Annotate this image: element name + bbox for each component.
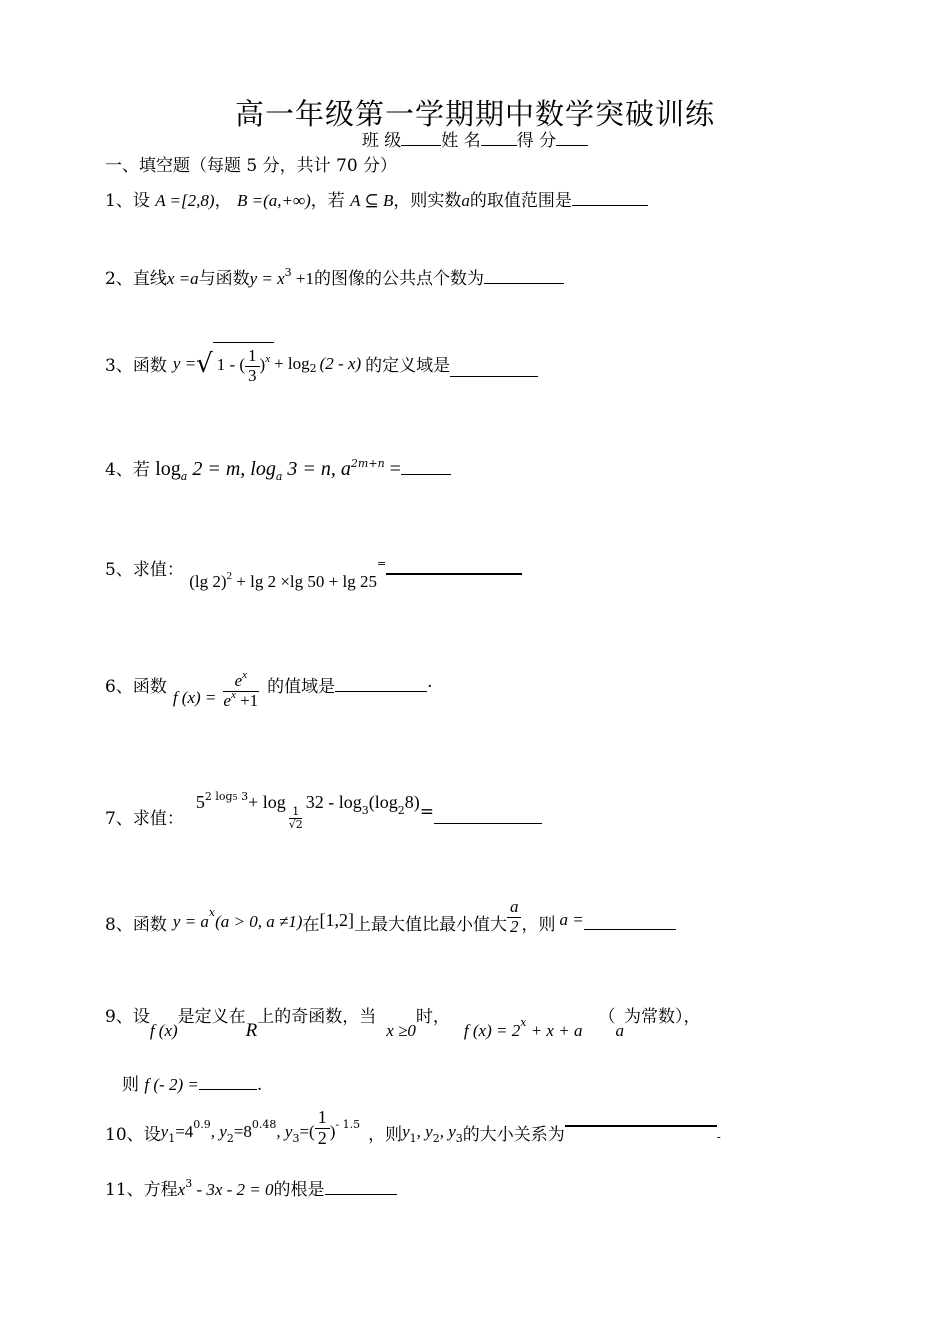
fraction-numerator: 1: [245, 347, 260, 367]
subscript: 1: [409, 1132, 417, 1145]
math-expression: f (x) =: [172, 688, 217, 707]
math-expression: x =a: [166, 269, 199, 288]
subscript: 2: [432, 1132, 440, 1145]
math-expression: =4: [175, 1122, 194, 1141]
fraction-numerator: 1: [315, 1108, 330, 1129]
math-variable: a: [615, 1021, 624, 1040]
fraction-denominator: √2: [288, 818, 303, 832]
question-number: 5、求值：: [105, 560, 184, 580]
question-9: [105, 1002, 701, 1041]
exponent: [205, 790, 248, 803]
math-expression: (lg 2): [189, 572, 227, 591]
fraction-numerator: 1: [289, 806, 302, 819]
math-expression: log: [155, 458, 181, 480]
math-expression: [1,2]: [319, 910, 354, 930]
exponent: - 1.5: [335, 1118, 361, 1131]
class-label: 班 级: [361, 131, 402, 151]
score-blank[interactable]: [556, 144, 588, 146]
math-expression: + log: [248, 792, 286, 812]
math-expression: f (x): [149, 1021, 178, 1040]
question-text: ，则实数: [393, 191, 462, 211]
subscript: 2: [226, 1132, 234, 1145]
math-variable: y: [160, 1122, 169, 1141]
log-base: 2: [309, 362, 317, 376]
question-10: [105, 1108, 721, 1149]
math-variable: , y: [276, 1122, 293, 1141]
fraction: [220, 669, 261, 710]
fraction-numerator: [223, 669, 259, 692]
math-variable: a: [461, 191, 470, 210]
punctuation: （: [598, 1007, 616, 1027]
question-number: 10、设: [105, 1125, 161, 1145]
question-number: 8、函数: [105, 915, 167, 935]
answer-blank[interactable]: [434, 822, 542, 824]
question-number: 3、函数: [105, 356, 167, 377]
fraction-denominator: 3: [248, 365, 257, 385]
question-text: 的根是: [273, 1180, 325, 1200]
punctuation: -: [716, 1130, 721, 1144]
math-expression: + log: [274, 353, 310, 373]
fraction-denominator: 2: [317, 1127, 327, 1148]
question-8: [105, 897, 676, 936]
question-3: [105, 342, 538, 385]
question-5: [105, 555, 522, 591]
question-1: [105, 186, 648, 211]
answer-blank[interactable]: [584, 928, 676, 930]
math-expression: 32 - log: [305, 792, 362, 812]
exponent: x: [265, 353, 271, 366]
math-expression: ): [329, 1122, 336, 1141]
math-variable: , y: [416, 1122, 433, 1141]
question-text: 的值域是: [267, 677, 336, 697]
question-text: 的大小关系为: [462, 1125, 565, 1145]
exponent: x: [242, 669, 247, 681]
score-label: 得 分: [516, 131, 557, 151]
math-expression: 3 = n, a: [282, 458, 351, 480]
math-expression: (a > 0, a ≠1): [215, 912, 303, 931]
fraction-denominator: 2: [509, 916, 519, 936]
name-label: 姓 名: [441, 131, 481, 151]
question-text: 的定义域是: [365, 356, 451, 377]
math-expression: e: [223, 690, 231, 710]
question-4: [105, 455, 451, 481]
answer-blank[interactable]: [199, 1088, 257, 1090]
fraction-denominator: [220, 688, 261, 711]
exponent: x: [230, 688, 236, 701]
question-text: ，则: [521, 915, 556, 935]
punctuation: .: [256, 1075, 263, 1095]
math-expression: + lg 2 ×lg 50 + lg 25: [232, 572, 377, 591]
question-number: 6、函数: [105, 677, 167, 697]
exponent: 3: [284, 266, 292, 279]
math-expression: 2 = m, log: [187, 458, 276, 480]
page-title: 高一年级第一学期期中数学突破训练: [234, 97, 715, 131]
math-expression: 1 - (: [216, 355, 246, 375]
question-text: 上的奇函数，当: [257, 1007, 377, 1027]
exponent: 3: [185, 1177, 193, 1190]
exponent: 2m+n: [350, 457, 385, 470]
math-expression: y =: [172, 353, 197, 373]
exponent-text: 3: [237, 790, 249, 803]
question-text: 与函数: [198, 269, 250, 289]
subscript: 1: [168, 1132, 176, 1145]
question-number: 9、设: [105, 1007, 150, 1027]
question-number: 11、方程: [105, 1180, 178, 1200]
math-expression: e: [234, 671, 243, 690]
math-variable: y: [402, 1122, 410, 1141]
question-text: 为常数），: [623, 1007, 701, 1027]
math-expression: [189, 572, 377, 591]
math-expression: 5: [195, 792, 205, 812]
math-expression: (2 - x): [319, 353, 362, 373]
sqrt-radicand: [213, 342, 274, 385]
math-expression: +1: [291, 269, 315, 288]
question-text: 则: [122, 1075, 139, 1095]
exponent: x: [208, 906, 216, 919]
math-variable: , y: [210, 1122, 227, 1141]
math-expression: =8: [233, 1122, 252, 1141]
class-blank[interactable]: [401, 144, 441, 146]
question-9-line-2: [122, 1070, 262, 1095]
exponent: 0.48: [251, 1118, 277, 1131]
log-base: a: [180, 470, 188, 483]
log-base: 2: [397, 804, 405, 817]
math-expression: y = a: [172, 912, 209, 931]
subscript: 3: [455, 1132, 463, 1145]
exponent: x: [520, 1016, 527, 1029]
answer-blank[interactable]: [572, 204, 648, 206]
question-text: 是定义在: [177, 1007, 246, 1027]
student-info-line: [0, 126, 950, 151]
fraction: [507, 898, 522, 936]
math-expression: 8): [404, 792, 420, 812]
math-variable: , y: [439, 1122, 456, 1141]
math-expression: y = x: [249, 269, 285, 288]
math-expression: f (x) = 2: [463, 1021, 521, 1040]
question-7: [105, 792, 542, 831]
exponent: 2: [226, 570, 233, 582]
sqrt-icon: √: [196, 348, 213, 379]
question-6: [105, 669, 433, 710]
answer-blank[interactable]: [484, 282, 564, 284]
question-text: ，若: [310, 191, 345, 211]
answer-blank[interactable]: [401, 473, 451, 475]
log-base: 5: [232, 793, 238, 802]
question-number: 2、直线: [105, 269, 167, 289]
question-text: 上最大值比最小值大: [353, 915, 507, 935]
fraction-numerator: a: [507, 898, 522, 918]
question-text: 的图像的公共点个数为: [314, 269, 485, 289]
math-expression: A =[2,8): [155, 191, 215, 210]
question-number: 1、设: [105, 191, 150, 211]
math-expression: x ≥0: [386, 1021, 416, 1040]
math-expression: f (- 2) =: [144, 1075, 199, 1094]
answer-blank[interactable]: [565, 1124, 717, 1127]
log-base: a: [275, 470, 283, 483]
math-expression: B =(a,+∞): [236, 191, 311, 210]
answer-blank[interactable]: [335, 690, 427, 692]
equals-sign: =: [384, 458, 401, 480]
question-text: 的取值范围是: [469, 191, 572, 211]
punctuation: .: [427, 672, 433, 692]
question-text: 在: [302, 915, 320, 935]
log-base: 3: [361, 804, 369, 817]
math-variable: x: [177, 1180, 186, 1199]
equals-sign: =: [376, 557, 387, 570]
answer-blank[interactable]: [450, 375, 538, 377]
exponent: 0.9: [193, 1118, 211, 1131]
math-expression: + x + a: [526, 1021, 583, 1040]
fraction: [245, 347, 260, 385]
answer-blank[interactable]: [386, 572, 522, 575]
name-blank[interactable]: [481, 144, 517, 146]
math-expression: (log: [368, 792, 398, 812]
question-text: 时，: [415, 1007, 450, 1027]
math-expression: A ⊆ B: [350, 191, 394, 210]
exponent-text: 2 log: [204, 790, 233, 803]
equals-sign: =: [419, 802, 435, 822]
question-11: [105, 1175, 397, 1200]
subscript: 3: [292, 1132, 300, 1145]
math-expression: a =: [559, 910, 584, 929]
math-expression: =(: [299, 1122, 315, 1141]
punctuation: ，: [214, 191, 232, 211]
fraction: [315, 1108, 330, 1149]
answer-blank[interactable]: [325, 1193, 397, 1195]
math-expression: - 3x - 2 = 0: [192, 1180, 274, 1199]
question-2: [105, 264, 564, 289]
question-number: 7、求值：: [105, 809, 184, 829]
math-variable: R: [245, 1020, 258, 1041]
section-heading: 一、填空题（每题 5 分，共计 70 分）: [105, 156, 398, 176]
math-expression: +1: [235, 690, 259, 710]
question-number: 4、若: [105, 460, 150, 480]
math-expression: ): [259, 355, 266, 375]
fraction: [286, 806, 306, 831]
question-text: ，则: [368, 1125, 403, 1145]
